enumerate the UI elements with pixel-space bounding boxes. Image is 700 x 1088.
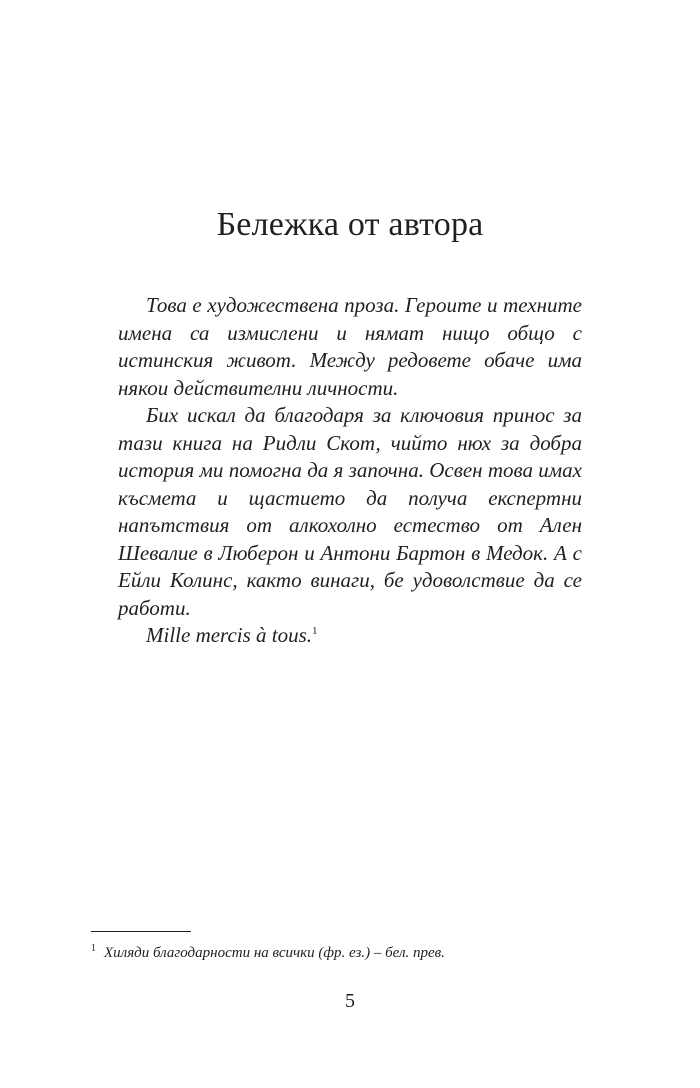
footnote-divider bbox=[91, 931, 191, 932]
closing-line bbox=[118, 622, 582, 650]
author-note-body bbox=[118, 292, 582, 650]
footnote-text: Хиляди благодарности на всички (фр. ез.) – бел. прев. bbox=[104, 945, 445, 961]
paragraph-1: Това е художествена проза. Героите и техните имена са измислени и нямат нищо общо с истинския живот. Между редовете обаче има някои действителни личности. bbox=[118, 293, 582, 400]
footnote-reference: 1 bbox=[312, 625, 318, 637]
closing-text: Mille mercis à tous. bbox=[146, 623, 313, 647]
paragraph-2: Бих искал да благодаря за ключовия принос за тази книга на Ридли Скот, чийто нюх за добра история ми помогна да я започна. Освен това имах късмета и щастието да получа експертни напътствия от алкохолно естество от Ален Шевалие в Люберон и Антони Бартон в Медок. А с Ейли Колинс, както винаги, бе удоволствие да се работи. bbox=[118, 403, 582, 620]
page-title: Бележка от автора bbox=[216, 206, 484, 243]
footnote-number: 1 bbox=[91, 943, 96, 954]
footnote bbox=[91, 943, 591, 963]
page-number: 5 bbox=[345, 990, 355, 1012]
